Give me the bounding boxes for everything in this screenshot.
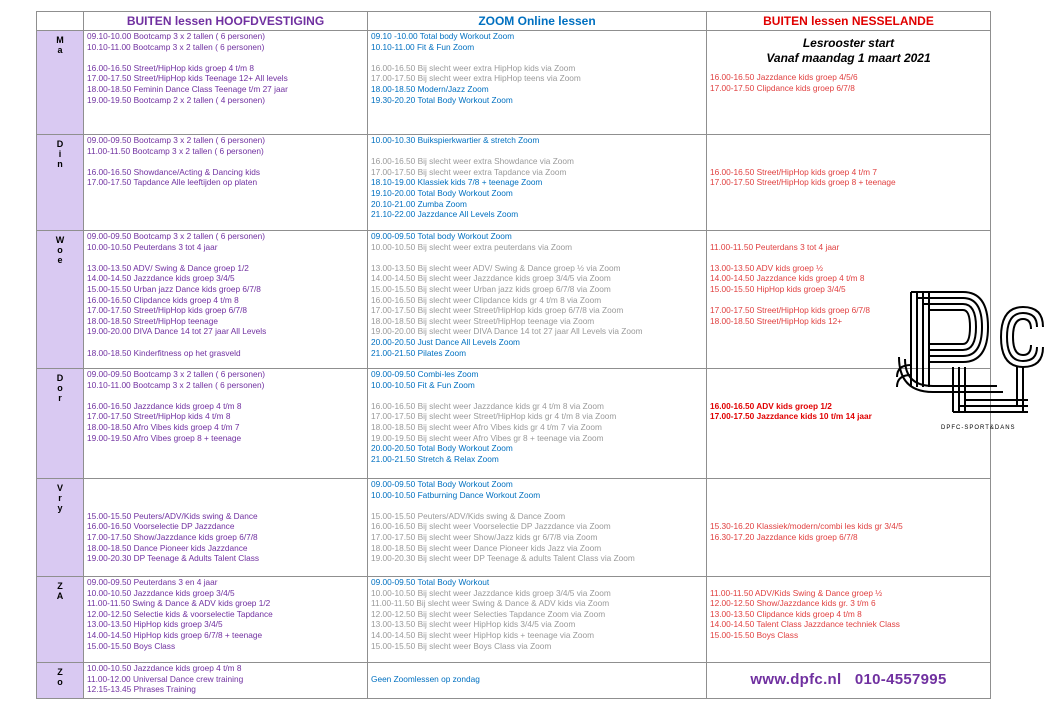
lesson-line: 16.00-16.50 ADV kids groep 1/2	[710, 400, 832, 411]
lesson-line: 18.10-19.00 Klassiek kids 7/8 + teenage Zoom	[371, 177, 543, 188]
lesson-line: 17.00-17.50 Clipdance kids groep 6/7/8	[710, 82, 855, 93]
lesson-line: 21.10-22.00 Jazzdance All Levels Zoom	[371, 209, 519, 220]
lesson-line: 10.00-10.50 Peuterdans 3 tot 4 jaar	[87, 241, 218, 252]
lesson-line: 15.00-15.50 Peuters/ADV/Kids swing & Dance	[87, 510, 258, 521]
hoofdvestiging-cell	[84, 577, 368, 663]
lesson-line: 19.30-20.20 Total Body Workout Zoom	[371, 94, 513, 105]
lesson-line: 18.00-18.50 Feminin Dance Class Teenage t/m 27 jaar	[87, 83, 288, 94]
logo-tagline: DPFC-SPORT&DANS	[941, 425, 1016, 431]
lesson-line: 09.00-09.50 Total Body Workout Zoom	[371, 479, 513, 489]
header-nesselande: BUITEN lessen NESSELANDE	[707, 12, 991, 31]
lesson-line: 11.00-11.50 Bootcamp 3 x 2 tallen ( 6 personen)	[87, 145, 264, 156]
lesson-line	[710, 577, 987, 588]
day-label	[37, 479, 84, 577]
zoom-cell	[368, 369, 707, 479]
lesson-line	[87, 337, 364, 348]
lesson-line: 11.00-11.50 ADV/Kids Swing & Dance groep ½	[710, 587, 883, 598]
contact-info	[710, 671, 987, 688]
lesson-line: 09.00-09.50 Bootcamp 3 x 2 tallen ( 6 personen)	[87, 135, 266, 145]
lesson-line: 18.00-18.50 Bij slecht weer Street/HipHop teenage via Zoom	[371, 315, 595, 326]
lesson-line: 17.00-17.50 Street/HipHop kids groep 8 + teenage	[710, 177, 896, 188]
day-letter: o	[57, 677, 63, 687]
lesson-line	[371, 52, 703, 63]
lesson-line: 17.00-17.50 Street/HipHop kids groep 6/7/8	[710, 305, 871, 316]
day-letter: o	[57, 383, 63, 393]
header-zoom: ZOOM Online lessen	[368, 12, 707, 31]
lesson-line: 12.00-12.50 Selectie kids & voorselectie Tapdance	[87, 608, 273, 619]
hoofdvestiging-cell	[84, 369, 368, 479]
day-letter: V	[56, 483, 63, 493]
lesson-line: 10.10-11.00 Bootcamp 3 x 2 tallen ( 6 personen)	[87, 41, 265, 52]
lesson-line: 19.00-20.30 DP Teenage & Adults Talent Class	[87, 553, 260, 564]
lesson-line: 09.00-09.50 Total body Workout Zoom	[371, 231, 512, 241]
zoom-cell	[368, 31, 707, 135]
day-row	[37, 135, 991, 231]
lesson-line: 11.00-11.50 Swing & Dance & ADV kids groep 1/2	[87, 598, 271, 609]
lesson-line	[710, 490, 987, 501]
lesson-line: 14.00-14.50 HipHop kids groep 6/7/8 + teenage	[87, 629, 263, 640]
day-letter: r	[58, 393, 62, 403]
lesson-line: 17.00-17.50 Street/HipHop kids Teenage 12+ All levels	[87, 73, 288, 84]
nesselande-cell	[707, 577, 991, 663]
lesson-line: 16.00-16.50 Street/HipHop kids groep 4 t/m 7	[710, 166, 877, 177]
lesson-line: 10.00-10.50 Bij slecht weer Jazzdance kids groep 3/4/5 via Zoom	[371, 587, 611, 598]
lesson-line	[710, 146, 987, 157]
lesson-line	[710, 231, 987, 242]
lesson-line: 13.00-13.50 ADV kids groep ½	[710, 262, 824, 273]
hoofdvestiging-cell	[84, 31, 368, 135]
day-row	[37, 479, 991, 577]
lesson-line: 16.00-16.50 Clipdance kids groep 4 t/m 8	[87, 294, 239, 305]
day-letter: D	[56, 373, 64, 383]
lesson-line: 11.00-11.50 Bij slecht weer Swing & Dance & ADV kids via Zoom	[371, 598, 610, 609]
lesson-line: 16.00-16.50 Jazzdance kids groep 4/5/6	[710, 72, 858, 82]
lesson-line: 17.00-17.50 Street/HipHop kids 4 t/m 8	[87, 411, 231, 422]
lesson-line: 19.00-19.50 Bij slecht weer Afro Vibes gr 8 + teenage via Zoom	[371, 432, 604, 443]
lesson-line: 10.10-11.00 Bootcamp 3 x 2 tallen ( 6 personen)	[87, 379, 265, 390]
lesson-line: 18.00-18.50 Bij slecht weer Dance Pioneer kids Jazz via Zoom	[371, 542, 602, 553]
lesson-line	[371, 390, 703, 401]
schedule-start-banner	[710, 36, 987, 66]
lesson-line	[87, 52, 364, 63]
lesson-line	[87, 500, 364, 511]
day-letter: o	[57, 245, 63, 255]
lesson-line	[710, 135, 987, 146]
lesson-line: 11.00-12.00 Universal Dance crew training	[87, 673, 244, 684]
lesson-line: 10.10-11.00 Fit & Fun Zoom	[371, 41, 475, 52]
lesson-line: 16.00-16.50 Bij slecht weer Jazzdance kids gr 4 t/m 8 via Zoom	[371, 400, 604, 411]
lesson-line: 21.00-21.50 Stretch & Relax Zoom	[371, 453, 499, 464]
lesson-line: 20.10-21.00 Zumba Zoom	[371, 198, 467, 209]
day-letter: Z	[57, 581, 63, 591]
lesson-line: 17.00-17.50 Bij slecht weer extra Tapdance via Zoom	[371, 166, 567, 177]
day-label	[37, 135, 84, 231]
lesson-line: 17.00-17.50 Show/Jazzdance kids groep 6/7/8	[87, 531, 258, 542]
lesson-line: 13.00-13.50 ADV/ Swing & Dance groep 1/2	[87, 262, 249, 273]
day-row	[37, 369, 991, 479]
lesson-line: 10.00-10.50 Fit & Fun Zoom	[371, 379, 475, 390]
lesson-line: 11.00-11.50 Peuterdans 3 tot 4 jaar	[710, 241, 840, 252]
lesson-line: 16.00-16.50 Voorselectie DP Jazzdance	[87, 521, 235, 532]
hoofdvestiging-cell	[84, 663, 368, 699]
lesson-line: 20.00-20.50 Just Dance All Levels Zoom	[371, 336, 520, 347]
lesson-line: 10.00-10.50 Fatburning Dance Workout Zoom	[371, 489, 541, 500]
nesselande-cell	[707, 135, 991, 231]
header-row	[37, 12, 991, 31]
day-letter: y	[57, 503, 63, 513]
lesson-line: 16.00-16.50 Bij slecht weer extra Showdance via Zoom	[371, 156, 574, 167]
lesson-line: 20.00-20.50 Total Body Workout Zoom	[371, 443, 513, 454]
lesson-line: 15.00-15.50 Boys Class	[710, 629, 799, 640]
lesson-line: 19.10-20.00 Total Body Workout Zoom	[371, 187, 513, 198]
day-letter: Z	[57, 667, 63, 677]
day-label	[37, 231, 84, 369]
day-letter: n	[57, 159, 63, 169]
lesson-line: 14.00-14.50 Talent Class Jazzdance techniek Class	[710, 619, 900, 630]
day-letter: M	[56, 35, 64, 45]
lesson-line: 16.00-16.50 Bij slecht weer Clipdance kids gr 4 t/m 8 via Zoom	[371, 294, 602, 305]
lesson-line: 17.00-17.50 Bij slecht weer Street/HipHop kids gr 4 t/m 8 via Zoom	[371, 411, 617, 422]
lesson-line	[87, 490, 364, 501]
lesson-line: 19.00-19.50 Bootcamp 2 x 2 tallen ( 4 personen)	[87, 94, 266, 105]
lesson-line	[371, 146, 703, 157]
lesson-line	[710, 252, 987, 263]
lesson-line: 10.00-10.50 Bij slecht weer extra peuterdans via Zoom	[371, 241, 573, 252]
lesson-line: 18.00-18.50 Dance Pioneer kids Jazzdance	[87, 542, 248, 553]
lesson-line: 16.00-16.50 Jazzdance kids groep 4 t/m 8	[87, 400, 242, 411]
lesson-line: 17.00-17.50 Bij slecht weer extra HipHop teens via Zoom	[371, 73, 581, 84]
lesson-line: 16.00-16.50 Bij slecht weer Voorselectie DP Jazzdance via Zoom	[371, 521, 611, 532]
day-letter: e	[57, 255, 63, 265]
zoom-cell	[368, 663, 707, 699]
lesson-line: 17.00-17.50 Jazzdance kids 10 t/m 14 jaar	[710, 411, 872, 422]
banner-line: Vanaf maandag 1 maart 2021	[766, 51, 931, 65]
zoom-cell	[368, 479, 707, 577]
nesselande-cell	[707, 31, 991, 135]
lesson-line	[87, 156, 364, 167]
lesson-line: 14.00-14.50 Jazzdance kids groep 3/4/5	[87, 273, 235, 284]
lesson-line: 19.00-20.00 Bij slecht weer DIVA Dance 14 tot 27 jaar All Levels via Zoom	[371, 326, 643, 337]
lesson-line: 13.00-13.50 HipHop kids groep 3/4/5	[87, 619, 223, 630]
day-label	[37, 369, 84, 479]
lesson-line: 17.00-17.50 Bij slecht weer Show/Jazz kids gr 6/7/8 via Zoom	[371, 531, 598, 542]
day-letter: a	[57, 45, 63, 55]
lesson-line: 13.00-13.50 Bij slecht weer ADV/ Swing & Dance groep ½ via Zoom	[371, 262, 621, 273]
lesson-line: 19.00-19.50 Afro Vibes groep 8 + teenage	[87, 432, 242, 443]
lesson-line: 18.00-18.50 Modern/Jazz Zoom	[371, 83, 489, 94]
lesson-line: 16.00-16.50 Street/HipHop kids groep 4 t/m 8	[87, 62, 254, 73]
nesselande-cell	[707, 663, 991, 699]
day-letter: W	[55, 235, 65, 245]
day-row	[37, 231, 991, 369]
lesson-line: 10.00-10.30 Buikspierkwartier & stretch Zoom	[371, 135, 540, 145]
lesson-line: 13.00-13.50 Bij slecht weer HipHop kids 3/4/5 via Zoom	[371, 619, 576, 630]
day-label	[37, 577, 84, 663]
website-link: www.dpfc.nl	[750, 671, 842, 688]
lesson-line: 09.10 -10.00 Total body Workout Zoom	[371, 31, 515, 41]
phone-number: 010-4557995	[854, 671, 947, 688]
day-letter: i	[58, 149, 62, 159]
lesson-line	[710, 479, 987, 490]
zoom-cell	[368, 135, 707, 231]
lesson-line: 16.00-16.50 Bij slecht weer extra HipHop kids via Zoom	[371, 62, 576, 73]
lesson-line: 12.00-12.50 Show/Jazzdance kids gr. 3 t/m 6	[710, 598, 876, 609]
lesson-line	[371, 663, 703, 674]
lesson-line: 18.00-18.50 Afro Vibes kids groep 4 t/m 7	[87, 421, 240, 432]
lesson-line	[710, 511, 987, 522]
zoom-cell	[368, 577, 707, 663]
lesson-line	[710, 156, 987, 167]
lesson-line: 10.00-10.50 Jazzdance kids groep 3/4/5	[87, 587, 235, 598]
lesson-line: 12.15-13.45 Phrases Training	[87, 684, 196, 695]
lesson-line: 10.00-10.50 Jazzdance kids groep 4 t/m 8	[87, 663, 242, 673]
day-label	[37, 31, 84, 135]
lesson-line: 09.00-09.50 Bootcamp 3 x 2 tallen ( 6 personen)	[87, 369, 266, 379]
lesson-line: 14.00-14.50 Bij slecht weer Jazzdance kids groep 3/4/5 via Zoom	[371, 273, 611, 284]
lesson-line: 15.00-15.50 HipHop kids groep 3/4/5	[710, 283, 846, 294]
lesson-line: 21.00-21.50 Pilates Zoom	[371, 347, 467, 358]
lesson-line: 17.00-17.50 Tapdance Alle leeftijden op platen	[87, 177, 258, 188]
lesson-line: 09.00-09.50 Peuterdans 3 en 4 jaar	[87, 577, 218, 587]
lesson-line: 16.30-17.20 Jazzdance kids groep 6/7/8	[710, 531, 858, 542]
day-letter: D	[56, 139, 64, 149]
lesson-line: 15.00-15.50 Boys Class	[87, 640, 176, 651]
lesson-line: 18.00-18.50 Street/HipHop teenage	[87, 315, 219, 326]
lesson-line	[371, 252, 703, 263]
lesson-line: 12.00-12.50 Bij slecht weer Selecties Tapdance Zoom via Zoom	[371, 608, 606, 619]
lesson-line: 17.00-17.50 Bij slecht weer Street/HipHop kids groep 6/7/8 via Zoom	[371, 305, 624, 316]
dpfc-logo	[893, 287, 1053, 437]
lesson-line: 09.00-09.50 Bootcamp 3 x 2 tallen ( 6 personen)	[87, 231, 266, 241]
lesson-line: 17.00-17.50 Street/HipHop kids groep 6/7/8	[87, 305, 248, 316]
lesson-line: 14.00-14.50 Jazzdance kids groep 4 t/m 8	[710, 273, 865, 284]
lesson-line: 14.00-14.50 Bij slecht weer HipHop kids + teenage via Zoom	[371, 629, 594, 640]
lesson-line	[87, 479, 364, 490]
day-label	[37, 663, 84, 699]
hoofdvestiging-cell	[84, 231, 368, 369]
lesson-line: 13.00-13.50 Clipdance kids groep 4 t/m 8	[710, 608, 862, 619]
lesson-line	[371, 500, 703, 511]
zoom-cell	[368, 231, 707, 369]
lesson-line: 15.00-15.50 Peuters/ADV/Kids swing & Dance Zoom	[371, 510, 566, 521]
lesson-line: 16.00-16.50 Showdance/Acting & Dancing kids	[87, 166, 260, 177]
nesselande-cell	[707, 479, 991, 577]
lesson-line: Geen Zoomlessen op zondag	[371, 673, 480, 684]
header-corner	[37, 12, 84, 31]
schedule-table	[36, 11, 991, 699]
day-row	[37, 31, 991, 135]
day-letter: A	[56, 591, 64, 601]
lesson-line: 15.30-16.20 Klassiek/modern/combi les kids gr 3/4/5	[710, 521, 903, 532]
lesson-line: 19.00-20.30 Bij slecht weer DP Teenage & adults Talent Class via Zoom	[371, 553, 635, 564]
lesson-line: 09.10-10.00 Bootcamp 3 x 2 tallen ( 6 personen)	[87, 31, 266, 41]
hoofdvestiging-cell	[84, 135, 368, 231]
lesson-line: 18.00-18.50 Bij slecht weer Afro Vibes kids gr 4 t/m 7 via Zoom	[371, 421, 602, 432]
day-letter: r	[58, 493, 62, 503]
lesson-line: 18.00-18.50 Street/HipHop kids 12+	[710, 315, 843, 326]
lesson-line: 19.00-20.00 DIVA Dance 14 tot 27 jaar All Levels	[87, 326, 267, 337]
day-row	[37, 577, 991, 663]
lesson-line: 15.00-15.50 Bij slecht weer Urban jazz kids groep 6/7/8 via Zoom	[371, 283, 611, 294]
lesson-line: 18.00-18.50 Kinderfitness op het grasveld	[87, 347, 241, 358]
lesson-line: 09.00-09.50 Total Body Workout	[371, 577, 490, 587]
lesson-line: 15.00-15.50 Bij slecht weer Boys Class via Zoom	[371, 640, 552, 651]
header-hoofdvestiging: BUITEN lessen HOOFDVESTIGING	[84, 12, 368, 31]
day-row	[37, 663, 991, 699]
lesson-line	[710, 500, 987, 511]
lesson-line	[87, 390, 364, 401]
lesson-line: 09.00-09.50 Combi-les Zoom	[371, 369, 479, 379]
hoofdvestiging-cell	[84, 479, 368, 577]
lesson-line: 15.00-15.50 Urban jazz Dance kids groep 6/7/8	[87, 283, 261, 294]
banner-line: Lesrooster start	[802, 36, 895, 50]
lesson-line	[87, 252, 364, 263]
